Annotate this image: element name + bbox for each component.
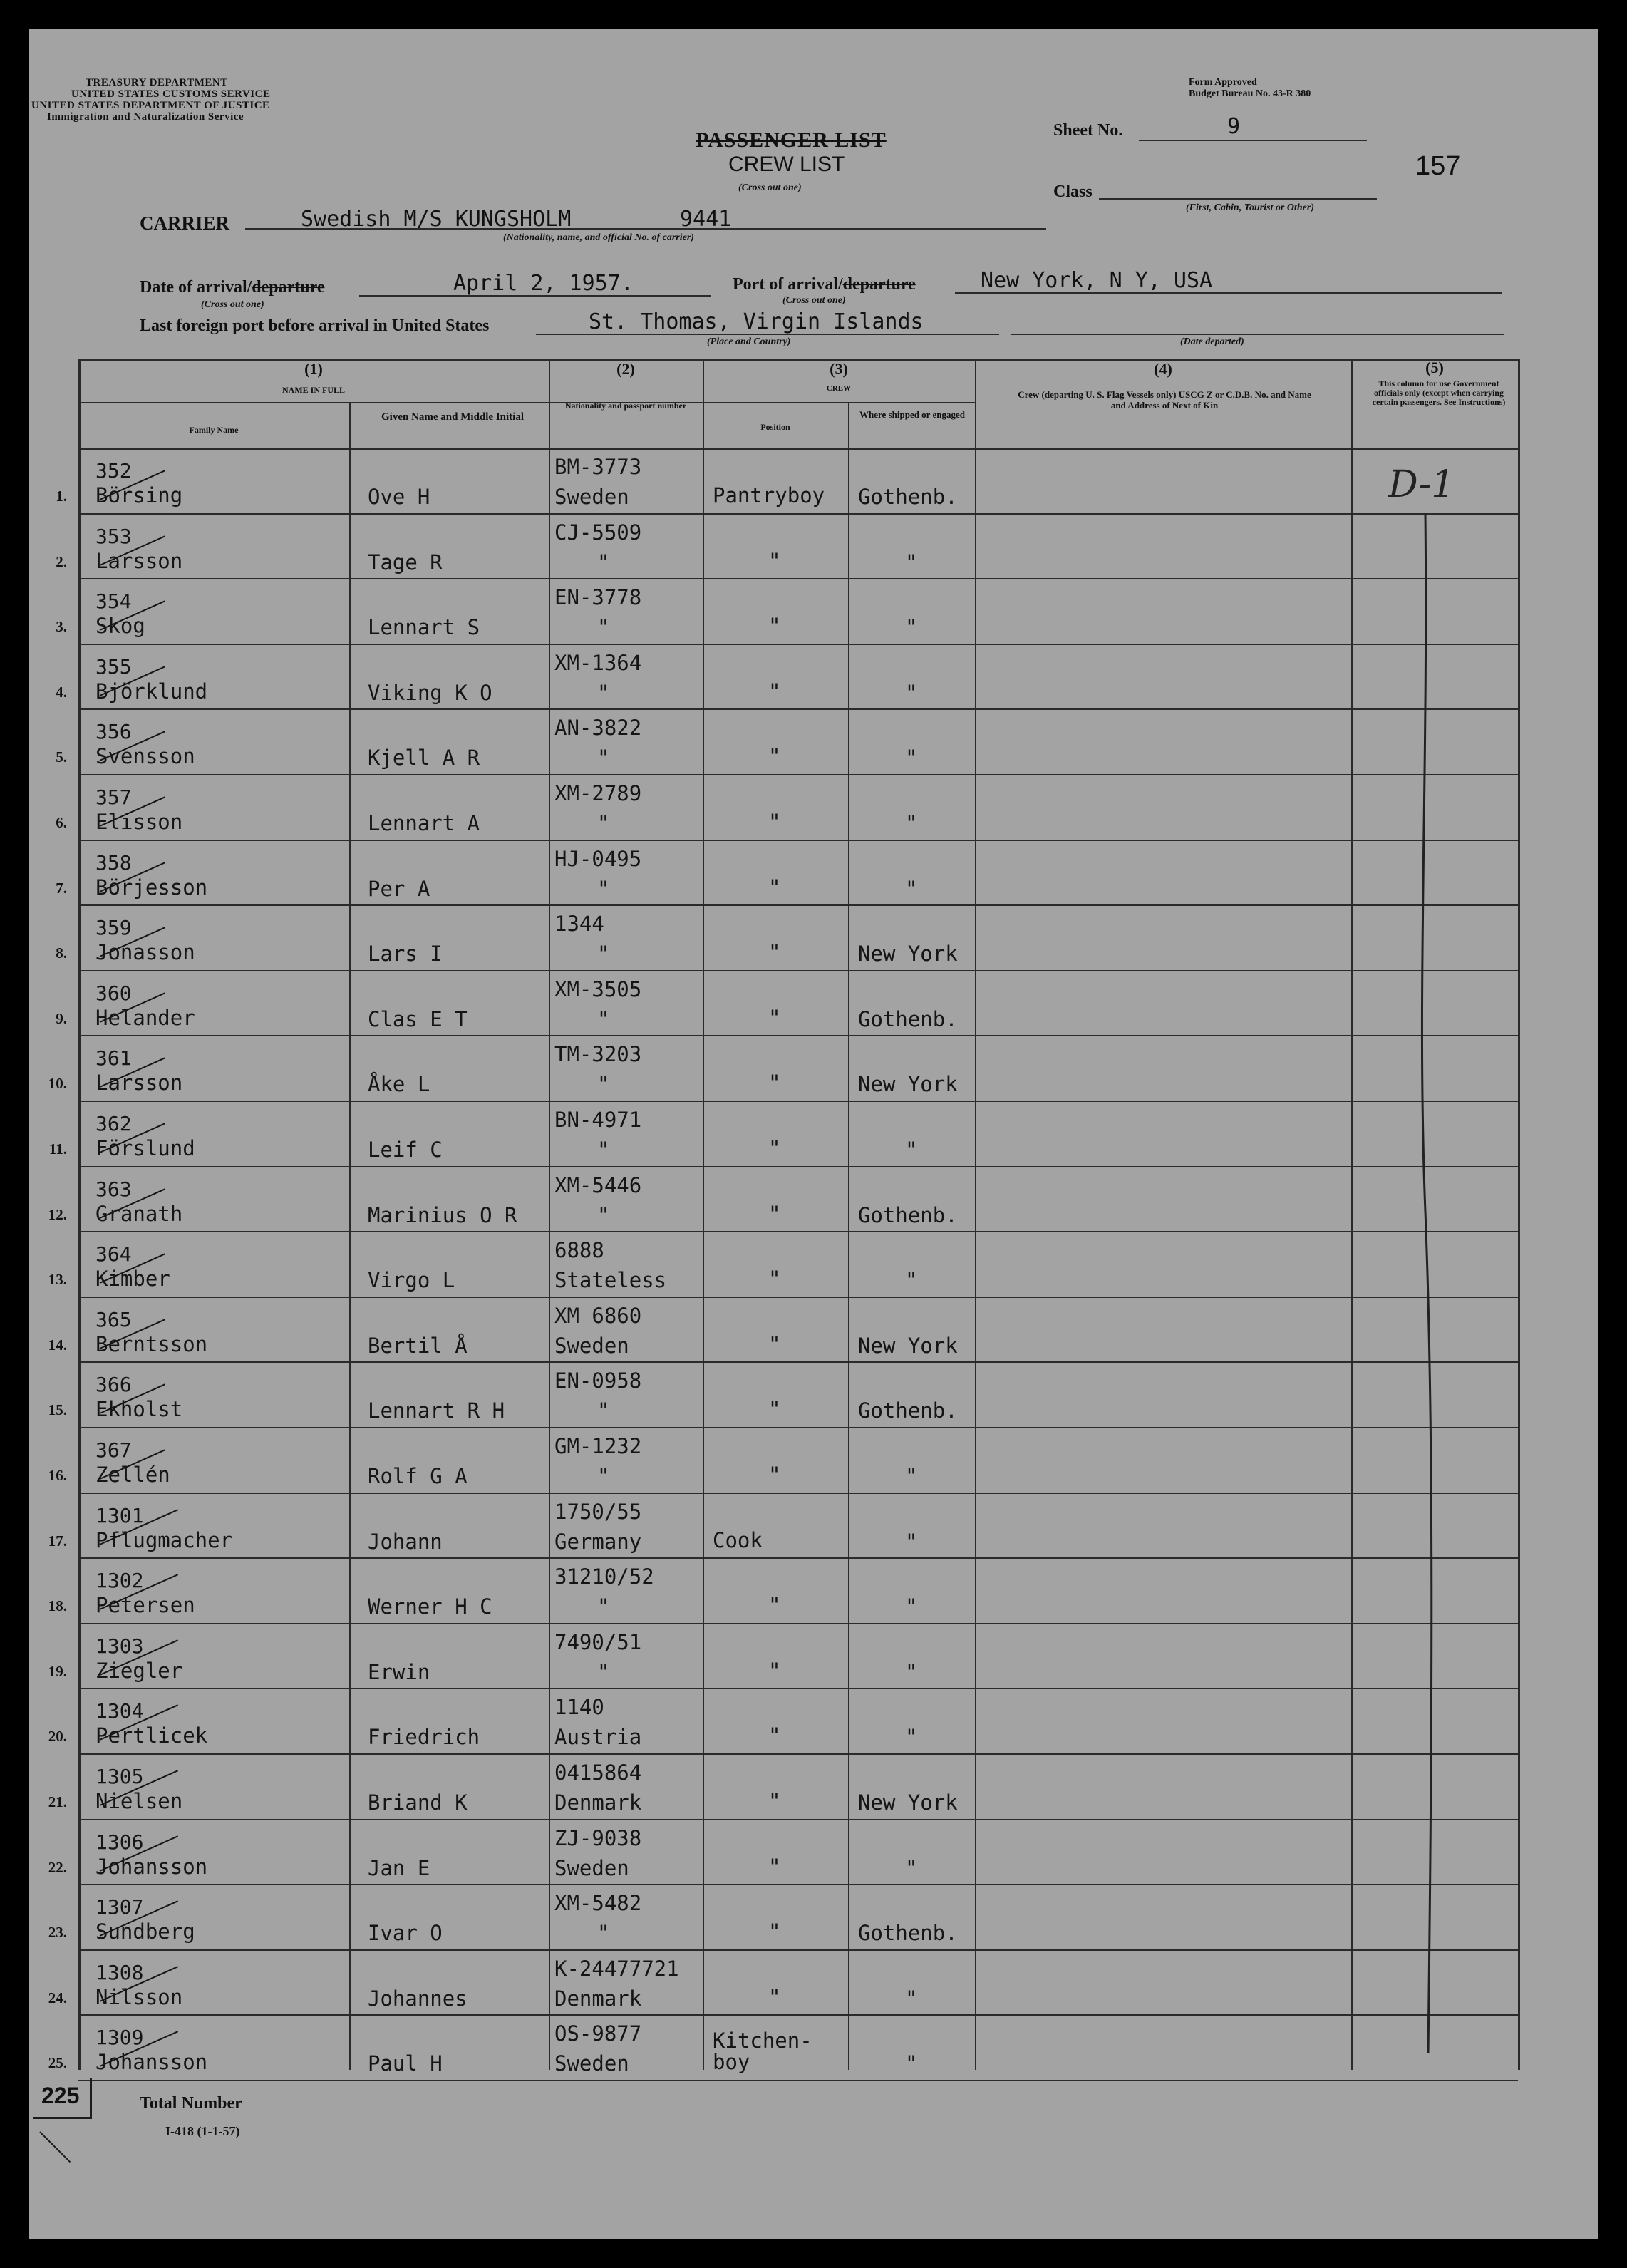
where-shipped: New York: [858, 1790, 958, 1815]
col-where-shipped: Where shipped or engaged: [859, 409, 965, 420]
position: ": [768, 1071, 781, 1095]
row-divider: [78, 1166, 1518, 1167]
row-divider: [78, 904, 1518, 906]
crew-id-number: 1304: [95, 1699, 144, 1723]
nationality: Stateless: [554, 1268, 667, 1292]
family-name: Börsing: [95, 483, 183, 507]
where-shipped: ": [905, 746, 918, 770]
port-arrival-value: New York, N Y, USA: [981, 268, 1213, 293]
passport-number: XM-3505: [554, 977, 642, 1001]
nationality: ": [597, 1203, 610, 1227]
port-arrival-label: [733, 275, 916, 294]
family-name: Sundberg: [95, 1919, 195, 1944]
passport-number: 7490/51: [554, 1630, 642, 1654]
agency-block: [29, 77, 270, 123]
nationality: ": [597, 550, 610, 574]
position: ": [768, 549, 781, 573]
sheet-no-value: 9: [1227, 114, 1241, 139]
position: ": [768, 1919, 781, 1944]
passport-number: EN-0958: [554, 1368, 642, 1393]
date-arrival-label: [140, 278, 325, 297]
row-number: 5.: [56, 748, 67, 766]
crew-id-number: 356: [95, 720, 132, 743]
handwritten-annotation: D-1: [1388, 463, 1455, 506]
family-name: Helander: [95, 1006, 195, 1030]
nationality: ": [597, 1398, 610, 1423]
row-divider: [78, 774, 1518, 775]
row-divider: [78, 578, 1518, 579]
class-label: Class: [1053, 182, 1093, 201]
where-shipped: ": [905, 681, 918, 705]
row-divider: [78, 1101, 1518, 1102]
passport-number: XM 6860: [554, 1304, 642, 1328]
date-arrival-label-text: Date of arrival/: [140, 278, 252, 297]
family-name: Elisson: [95, 810, 183, 834]
position: ": [768, 940, 781, 964]
family-name: Börjesson: [95, 875, 208, 900]
position: ": [768, 1659, 781, 1683]
where-shipped: ": [905, 877, 918, 901]
given-name: Lennart R H: [368, 1398, 505, 1423]
date-departed-note: (Date departed): [1180, 336, 1244, 347]
given-name: Åke L: [368, 1072, 430, 1096]
row-divider: [78, 1557, 1518, 1559]
row-divider: [78, 1231, 1518, 1232]
crew-id-number: 352: [95, 459, 132, 483]
given-name: Per A: [368, 877, 430, 901]
nationality: ": [597, 1072, 610, 1096]
row-number: 24.: [48, 1989, 67, 2006]
passport-number: TM-3203: [554, 1042, 642, 1066]
position: ": [768, 1397, 781, 1421]
passport-number: 1140: [554, 1695, 604, 1719]
row-number: 12.: [48, 1206, 67, 1223]
where-shipped: ": [905, 1530, 918, 1554]
crew-id-number: 359: [95, 916, 132, 939]
given-name: Lars I: [368, 942, 443, 966]
where-shipped: ": [905, 1594, 918, 1619]
row-number: 3.: [56, 618, 67, 635]
family-name: Björklund: [95, 679, 208, 703]
row-number: 23.: [48, 1924, 67, 1941]
row-number: 25.: [48, 2054, 67, 2071]
col-2-number: (2): [616, 360, 635, 378]
row-divider: [78, 1753, 1518, 1755]
carrier-value: Swedish M/S KUNGSHOLM: [301, 207, 572, 232]
row-number: 6.: [56, 814, 67, 831]
position: ": [768, 1985, 781, 2009]
col-4-description: Crew (departing U. S. Flag Vessels only) USCG Z or C.D.B. No. and Name and Address of Next of Kin: [1018, 389, 1311, 411]
position: ": [768, 875, 781, 900]
port-crossout-note: (Cross out one): [782, 295, 846, 306]
row-number: 16.: [48, 1467, 67, 1484]
crew-id-number: 355: [95, 655, 132, 679]
family-name: Johansson: [95, 1855, 208, 1879]
row-divider: [78, 1035, 1518, 1036]
row-divider: [78, 1427, 1518, 1428]
passport-number: 31210/52: [554, 1565, 654, 1589]
where-shipped: Gothenb.: [858, 1921, 958, 1945]
where-shipped: ": [905, 1464, 918, 1488]
family-name: Berntsson: [95, 1332, 208, 1356]
crew-id-number: 364: [95, 1242, 132, 1266]
crew-id-number: 357: [95, 785, 132, 809]
family-name: Larsson: [95, 1071, 183, 1095]
where-shipped: ": [905, 1725, 918, 1749]
row-number: 7.: [56, 880, 67, 897]
row-divider: [78, 1493, 1518, 1494]
form-approval: [1189, 77, 1311, 100]
position: ": [768, 744, 781, 768]
given-name: Clas E T: [368, 1007, 468, 1031]
crew-id-number: 1305: [95, 1765, 144, 1788]
carrier-label: CARRIER: [140, 212, 230, 234]
form-number: I-418 (1-1-57): [165, 2124, 240, 2138]
position: ": [768, 1267, 781, 1291]
family-name: Svensson: [95, 744, 195, 768]
position: ": [768, 1789, 781, 1813]
family-name: Nilsson: [95, 1985, 183, 2009]
nationality: Sweden: [554, 1334, 629, 1358]
given-name: Marinius O R: [368, 1203, 517, 1227]
given-name: Werner H C: [368, 1594, 492, 1619]
col-1-number: (1): [304, 360, 323, 378]
form-approved-text: Form Approved: [1189, 77, 1257, 88]
row-divider: [78, 1297, 1518, 1298]
row-number: 21.: [48, 1793, 67, 1810]
last-port-value: St. Thomas, Virgin Islands: [589, 309, 924, 334]
col-given-name: Given Name and Middle Initial: [381, 411, 525, 423]
total-number-label: Total Number: [140, 2094, 242, 2113]
col-family-name: Family Name: [189, 425, 239, 435]
passport-number: 0415864: [554, 1761, 642, 1785]
row-divider: [78, 1819, 1518, 1820]
where-shipped: ": [905, 2051, 918, 2076]
where-shipped: ": [905, 1856, 918, 1880]
where-shipped: ": [905, 811, 918, 835]
given-name: Kjell A R: [368, 746, 480, 770]
passport-number: 1750/55: [554, 1500, 642, 1524]
row-number: 4.: [56, 684, 67, 701]
agency-line-2: UNITED STATES CUSTOMS SERVICE: [71, 88, 271, 100]
where-shipped: Gothenb.: [858, 485, 958, 509]
nationality: Denmark: [554, 1986, 642, 2011]
row-number: 19.: [48, 1663, 67, 1680]
page-number: 157: [1415, 151, 1461, 181]
col-nationality: Nationality and passport number: [564, 401, 687, 411]
crew-id-number: 360: [95, 981, 132, 1005]
family-name: Kimber: [95, 1267, 170, 1291]
nationality: ": [597, 1007, 610, 1031]
given-name: Johann: [368, 1530, 443, 1554]
family-name: Johansson: [95, 2050, 208, 2074]
crew-id-number: 1308: [95, 1961, 144, 1984]
family-name: Förslund: [95, 1136, 195, 1160]
port-departure-crossed: departure: [842, 275, 916, 294]
nationality: Denmark: [554, 1790, 642, 1815]
port-arrival-label-text: Port of arrival/: [733, 275, 843, 294]
passport-number: CJ-5509: [554, 520, 642, 545]
total-count-value: 225: [41, 2083, 80, 2108]
passport-number: XM-2789: [554, 781, 642, 805]
crew-id-number: 366: [95, 1373, 132, 1396]
family-name: Ekholst: [95, 1397, 183, 1421]
given-name: Virgo L: [368, 1268, 455, 1292]
crew-list-title: CREW LIST: [728, 153, 845, 176]
position: ": [768, 810, 781, 834]
last-port-label: Last foreign port before arrival in United States: [140, 316, 490, 335]
crew-id-number: 1306: [95, 1830, 144, 1854]
carrier-official-no: 9441: [680, 207, 732, 232]
given-name: Friedrich: [368, 1725, 480, 1749]
passport-number: OS-9877: [554, 2021, 642, 2046]
given-name: Erwin: [368, 1660, 430, 1684]
row-number: 13.: [48, 1271, 67, 1288]
family-name: Skog: [95, 614, 145, 638]
row-divider: [78, 708, 1518, 710]
position: ": [768, 1463, 781, 1487]
nationality: ": [597, 1464, 610, 1488]
nationality: Sweden: [554, 2051, 629, 2076]
crew-id-number: 363: [95, 1177, 132, 1201]
given-name: Jan E: [368, 1856, 430, 1880]
col-5-number: (5): [1425, 359, 1444, 376]
crew-id-number: 1301: [95, 1504, 144, 1527]
date-departure-crossed: departure: [252, 278, 325, 297]
position: ": [768, 614, 781, 638]
given-name: Leif C: [368, 1138, 443, 1162]
crew-id-number: 1309: [95, 2026, 144, 2049]
nationality: Austria: [554, 1725, 642, 1749]
nationality: Germany: [554, 1530, 642, 1554]
carrier-note: (Nationality, name, and official No. of carrier): [503, 232, 694, 243]
passport-number: ZJ-9038: [554, 1826, 642, 1850]
passenger-crossed-title: PASSENGER LIST: [696, 128, 887, 152]
row-divider: [78, 644, 1518, 645]
row-divider: [78, 2014, 1518, 2016]
budget-bureau-text: Budget Bureau No. 43-R 380: [1189, 88, 1311, 99]
passport-number: EN-3778: [554, 585, 642, 609]
nationality: ": [597, 746, 610, 770]
position: Kitchen- boy: [713, 2029, 812, 2074]
passport-number: BM-3773: [554, 455, 642, 479]
nationality: ": [597, 1594, 610, 1619]
where-shipped: ": [905, 1986, 918, 2011]
nationality: ": [597, 1660, 610, 1684]
date-crossout-note: (Cross out one): [201, 299, 264, 310]
position: ": [768, 679, 781, 703]
crew-id-number: 1307: [95, 1895, 144, 1919]
family-name: Larsson: [95, 549, 183, 573]
row-number: 17.: [48, 1532, 67, 1550]
row-divider: [78, 1361, 1518, 1363]
agency-line-4: Immigration and Naturalization Service: [47, 111, 244, 123]
agency-line-1: TREASURY DEPARTMENT: [86, 77, 228, 88]
place-country-note: (Place and Country): [707, 336, 791, 347]
row-number: 11.: [48, 1140, 67, 1158]
where-shipped: ": [905, 1138, 918, 1162]
passport-number: XM-1364: [554, 651, 642, 675]
col-crew: CREW: [826, 384, 852, 393]
position: ": [768, 1202, 781, 1226]
passport-number: AN-3822: [554, 716, 642, 740]
nationality: Sweden: [554, 1856, 629, 1880]
row-divider: [78, 970, 1518, 971]
row-number: 14.: [48, 1336, 67, 1354]
given-name: Lennart S: [368, 615, 480, 639]
where-shipped: New York: [858, 942, 958, 966]
col-3-number: (3): [830, 360, 848, 378]
family-name: Ziegler: [95, 1659, 183, 1683]
row-number: 2.: [56, 553, 67, 570]
position: ": [768, 1855, 781, 1879]
row-number: 15.: [48, 1401, 67, 1418]
given-name: Rolf G A: [368, 1464, 468, 1488]
nationality: Sweden: [554, 485, 629, 509]
given-name: Paul H: [368, 2051, 443, 2076]
family-name: Nielsen: [95, 1789, 183, 1813]
crew-id-number: 353: [95, 525, 132, 548]
passport-number: XM-5446: [554, 1173, 642, 1197]
row-divider: [78, 1949, 1518, 1951]
where-shipped: ": [905, 1660, 918, 1684]
given-name: Johannes: [368, 1986, 468, 2011]
nationality: ": [597, 811, 610, 835]
row-number: 10.: [48, 1075, 67, 1092]
position: Cook: [713, 1528, 763, 1552]
crew-id-number: 361: [95, 1046, 132, 1070]
row-number: 20.: [48, 1728, 67, 1745]
date-arrival-value: April 2, 1957.: [453, 271, 634, 296]
family-name: Pflugmacher: [95, 1528, 233, 1552]
passport-number: GM-1232: [554, 1434, 642, 1458]
where-shipped: ": [905, 550, 918, 574]
nationality: ": [597, 681, 610, 705]
where-shipped: ": [905, 615, 918, 639]
row-divider: [78, 1688, 1518, 1689]
position: ": [768, 1006, 781, 1030]
agency-line-3: UNITED STATES DEPARTMENT OF JUSTICE: [31, 100, 270, 111]
family-name: Pertlicek: [95, 1723, 208, 1748]
where-shipped: Gothenb.: [858, 1203, 958, 1227]
nationality: ": [597, 877, 610, 901]
passport-number: 6888: [554, 1238, 604, 1262]
row-number: 8.: [56, 944, 67, 962]
crew-id-number: 1302: [95, 1569, 144, 1592]
row-divider: [78, 513, 1518, 515]
row-divider: [78, 2080, 1518, 2081]
family-name: Petersen: [95, 1593, 195, 1617]
passport-number: 1344: [554, 912, 604, 936]
position: Pantryboy: [713, 483, 825, 507]
passport-number: BN-4971: [554, 1108, 642, 1132]
col-4-number: (4): [1154, 360, 1172, 378]
title-instruction: (Cross out one): [738, 182, 802, 193]
passport-number: XM-5482: [554, 1891, 642, 1915]
col-1-title: NAME IN FULL: [282, 385, 345, 395]
where-shipped: Gothenb.: [858, 1398, 958, 1423]
nationality: ": [597, 1138, 610, 1162]
crew-id-number: 362: [95, 1112, 132, 1135]
row-divider: [78, 840, 1518, 841]
row-number: 1.: [56, 488, 67, 505]
sheet-no-label: Sheet No.: [1053, 121, 1123, 140]
where-shipped: Gothenb.: [858, 1007, 958, 1031]
col-position: Position: [760, 422, 790, 432]
where-shipped: ": [905, 1268, 918, 1292]
given-name: Briand K: [368, 1790, 468, 1815]
row-number: 9.: [56, 1010, 67, 1027]
row-divider: [78, 1884, 1518, 1885]
crew-id-number: 367: [95, 1438, 132, 1462]
family-name: Jonasson: [95, 940, 195, 964]
family-name: Granath: [95, 1202, 183, 1226]
where-shipped: New York: [858, 1334, 958, 1358]
pen-stroke-icon: [1397, 499, 1454, 2067]
position: ": [768, 1593, 781, 1617]
position: ": [768, 1332, 781, 1356]
given-name: Viking K O: [368, 681, 492, 705]
crew-id-number: 358: [95, 851, 132, 875]
given-name: Ove H: [368, 485, 430, 509]
crew-id-number: 365: [95, 1308, 132, 1331]
nationality: ": [597, 942, 610, 966]
given-name: Bertil Å: [368, 1334, 468, 1358]
crew-id-number: 354: [95, 589, 132, 613]
class-note: (First, Cabin, Tourist or Other): [1186, 202, 1314, 213]
nationality: ": [597, 1921, 610, 1945]
passport-number: HJ-0495: [554, 847, 642, 871]
passport-number: K-24477721: [554, 1957, 679, 1981]
col-5-description: This column for use Government officials only (except when carrying certain passengers. See Instructions): [1372, 378, 1506, 407]
position: ": [768, 1136, 781, 1160]
where-shipped: New York: [858, 1072, 958, 1096]
given-name: Ivar O: [368, 1921, 443, 1945]
family-name: Zellén: [95, 1463, 170, 1487]
position: ": [768, 1723, 781, 1748]
given-name: Tage R: [368, 550, 443, 574]
row-number: 22.: [48, 1859, 67, 1876]
row-divider: [78, 1623, 1518, 1624]
nationality: ": [597, 615, 610, 639]
crew-id-number: 1303: [95, 1634, 144, 1658]
row-number: 18.: [48, 1597, 67, 1614]
given-name: Lennart A: [368, 811, 480, 835]
